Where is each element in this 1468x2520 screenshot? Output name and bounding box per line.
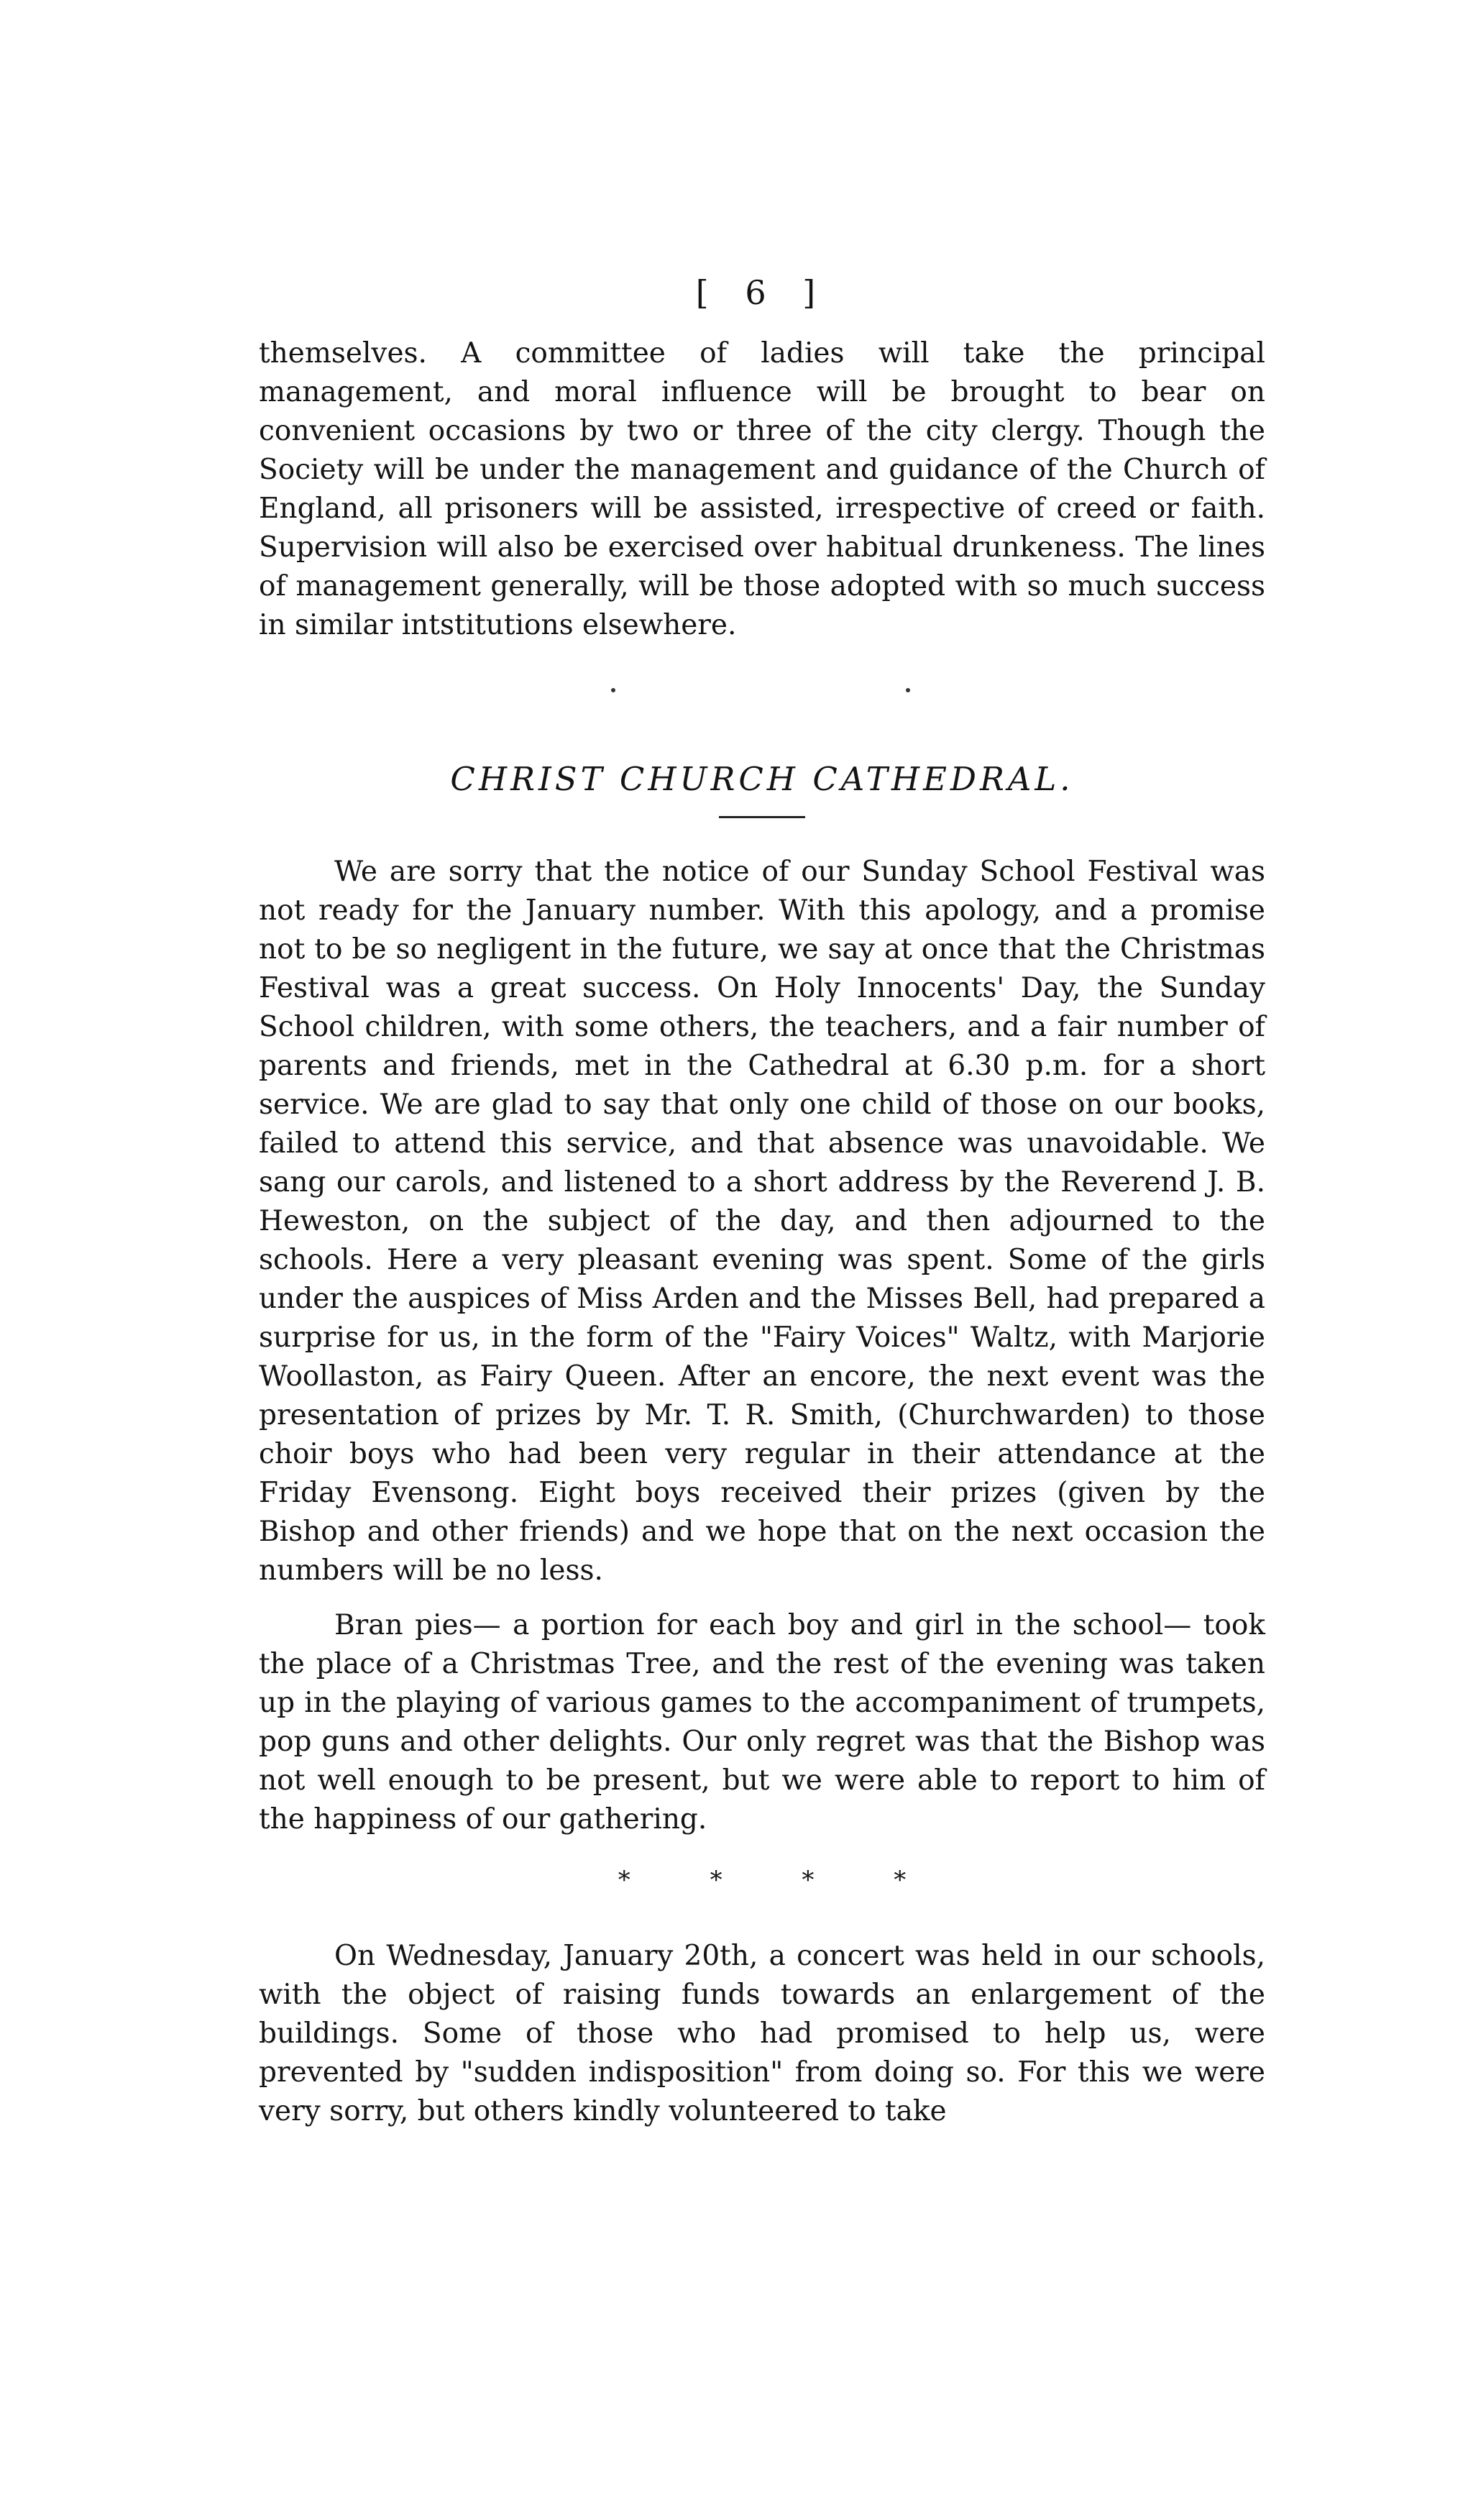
star-divider xyxy=(259,1866,1265,1895)
star-mark: * xyxy=(710,1866,722,1895)
intro-paragraph: themselves. A committee of ladies will take the principal management, and moral influence will be brought to bear on convenient occasions by two or three of the city clergy. Though the Society will be under the management and guidance of the Church of England, all prisoners will be assisted, irrespective of creed or faith. Supervision will also be exercised over habitual drunkeness. The lines of management generally, will be those adopted with so much success in similar intstitutions elsewhere. xyxy=(259,337,1265,642)
separator-dot xyxy=(906,688,910,692)
page xyxy=(259,273,1265,2131)
star-mark: * xyxy=(802,1866,815,1895)
concert-paragraph: On Wednesday, January 20th, a concert was held in our schools, with the object of raising funds towards an enlargement of the buildings. Some of those who had promised to help us, were prevented by "sudden indisposition" from doing so. For this we were very sorry, but others kindly volunteered to take xyxy=(259,1940,1265,2128)
star-mark: * xyxy=(894,1866,907,1895)
separator-dots xyxy=(259,645,1265,710)
heading-rule xyxy=(719,816,805,818)
section-heading: CHRIST CHURCH CATHEDRAL. xyxy=(450,760,1074,799)
star-mark: * xyxy=(618,1866,630,1895)
festival-paragraph: We are sorry that the notice of our Sunday School Festival was not ready for the January number. With this apology, and a promise not to be so negligent in the future, we say at once that the Christmas Festival was a great success. On Holy Innocents' Day, the Sunday School children, with some others, the teachers, and a fair number of parents and friends, met in the Cathedral at 6.30 p.m. for a short service. We are glad to say that only one child of those on our books, failed to attend this service, and that absence was unavoidable. We sang our carols, and listened to a short address by the Reverend J. B. Heweston, on the subject of the day, and then adjourned to the schools. Here a very pleasant evening was spent. Some of the girls under the auspices of Miss Arden and the Misses Bell, had prepared a surprise for us, in the form of the "Fairy Voices" Waltz, with Marjorie Woollaston, as Fairy Queen. After an encore, the next event was the presentation of prizes by Mr. T. R. Smith, (Churchwarden) to those choir boys who had been very regular in their attendance at the Friday Evensong. Eight boys received their prizes (given by the Bishop and other friends) and we hope that on the next occasion the numbers will be no less. xyxy=(259,856,1265,1587)
page-number: [ 6 ] xyxy=(695,273,829,312)
separator-dot xyxy=(611,688,615,692)
bran-pies-paragraph: Bran pies— a portion for each boy and girl in the school— took the place of a Christmas Tree, and the rest of the evening was taken up in the playing of various games to the accompaniment of trumpets, pop guns and other delights. Our only regret was that the Bishop was not well enough to be present, but we were able to report to him of the happiness of our gathering. xyxy=(259,1609,1265,1836)
